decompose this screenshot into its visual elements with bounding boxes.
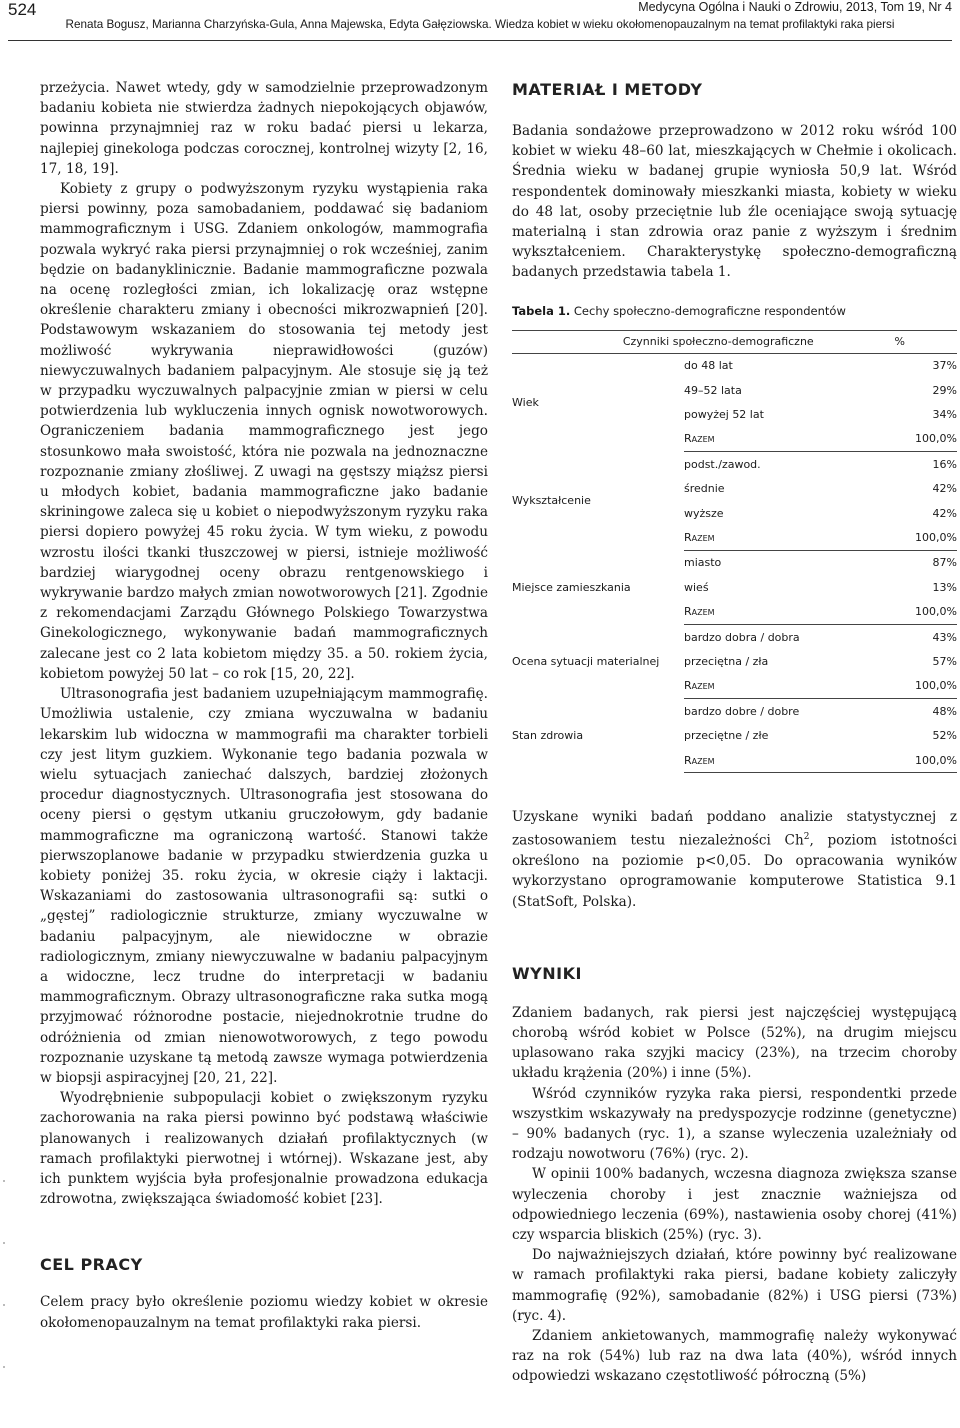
paragraph: Celem pracy było określenie poziomu wiedzy kobiet w okresie okołomenopauzalnym na temat profilaktyki raka piersi. (40, 1294, 488, 1331)
table-caption (512, 304, 957, 318)
paragraph: W opinii 100% badanych, wczesna diagnoza zwiększa szanse wyleczenia choroby i jest znacznie ważniejsza od odpowiedniego leczenia (69%), nastawienia osoby chorej (41%) czy wsparcia bliskich (25%) (ryc. 3). (512, 1166, 957, 1244)
table-percent-cell: 37% (895, 353, 957, 378)
table-header-percent: % (894, 335, 905, 349)
table-category-cell: wyższe (684, 506, 724, 520)
left-column (40, 78, 488, 1333)
table-category-cell: 49–52 lata (684, 383, 742, 397)
table-percent-cell: 42% (932, 482, 957, 496)
table-percent-cell: 100,0% (915, 679, 957, 693)
table-percent-cell: 100,0% (915, 605, 957, 619)
right-column (512, 78, 957, 1387)
table-percent-cell: 100,0% (915, 432, 957, 446)
paragraph: Wyodrębnienie subpopulacji kobiet o zwiększonym ryzyku zachorowania na raka piersi powinno być podstawą właściwie planowanych i realizowanych działań profilaktycznych (w ramach profilaktyki pierwotnej i wtórnej). Wskazane jest, aby ich punktem wyjścia była profesjonalnie prowadzona edukacja zdrowotna, zwiększająca świadomość kobiet [23]. (40, 1090, 488, 1208)
paragraph: Wśród czynników ryzyka raka piersi, respondentki przede wszystkim wskazywały na predyspozycje rodzinne (genetyczne) – 90% badanych (ryc. 1), a szanse wyleczenia uzależniały od rodzaju nowotworu (76%) (ryc. 2). (512, 1085, 957, 1163)
running-head-authors: Renata Bogusz, Marianna Charzyńska-Gula, Anna Majewska, Edyta Gałęziowska. Wiedza kobiet w wieku okołomenopauzalnym na temat profilaktyki raka piersi (65, 18, 895, 31)
table-percent-cell: 13% (932, 580, 957, 594)
table-category-cell: średnie (684, 482, 725, 496)
table-row (512, 624, 957, 649)
table-percent-cell: 29% (932, 383, 957, 397)
table-percent-cell: 87% (895, 550, 957, 575)
table-factor-cell: Ocena sytuacji materialnej (512, 655, 660, 668)
table-factor-cell: Wiek (512, 396, 539, 410)
table-header-factor: Czynniki społeczno-demograficzne (622, 335, 814, 349)
table-total-label: Razem (684, 605, 715, 619)
table-category-cell: przeciętna / zła (684, 655, 769, 668)
table-header-row (512, 330, 957, 353)
table-row (512, 452, 957, 477)
demographics-table (512, 330, 957, 774)
table-total-label: Razem (684, 748, 895, 773)
section-heading-material-i-metody: MATERIAŁ I METODY (512, 80, 703, 99)
paragraph-statistics (512, 807, 957, 912)
table-category-cell: wieś (684, 580, 709, 594)
table-percent-cell: 42% (932, 506, 957, 520)
paragraph: Zdaniem ankietowanych, mammografię należy wykonywać raz na rok (54%) lub raz na dwa lata (40%), wśród innych odpowiedzi wskazano częstotliwość półroczną (5%) (512, 1328, 957, 1385)
paragraph: Kobiety z grupy o podwyższonym ryzyku wystąpienia raka piersi powinny, poza samobadaniem, poddawać się badaniom mammograficznym i USG. Zdaniem onkologów, mammografia pozwala wykryć raka piersi przynajmniej o rok wcześniej, zanim będzie on badanyklinicznie. Badanie mammograficzne pozwala na ocenę rozległości zmian, ich lokalizację oraz wstępne określenie charakteru zmiany i obecności mikrozwapnień [20]. Podstawowym wskazaniem do stosowania tej metody jest możliwość wykrywania nieprawidłowości (guzów) niewyczuwalnych badaniem palpacyjnym. Ale stosuje się ją też w przypadku wyczuwalnych palpacyjnie zmian w piersi w celu potwierdzenia lub wykluczenia innych ognisk nowotworowych. Ograniczeniem badania mammograficznego jest jego stosunkowo mała swoistość, która nie pozwala na jednoznaczne rozpoznanie zmiany złośliwej. Z uwagi na gęstszy miąższ piersi u młodych kobiet, badania mammograficzne jako badanie skriningowe zaleca się u kobiet o niepodwyższonym ryzyku raka piersi dopiero powyżej 45 roku życia. W tym wieku, z powodu wzrostu ilości tkanki tłuszczowej w piersi, istnieje możliwość bardziej wiarygodnej oceny obrazu rentgenowskiego i wykrywanie bardzo małych zmian nowotworowych [21]. Zgodnie z rekomendacjami Zarządu Głównego Polskiego Towarzystwa Ginekologicznego, wykonywanie badań mammograficznych zalecane jest co 2 lata kobietom między 35. a 50. rokiem życia, kobietom powyżej 50 lat – co rok [15, 20, 22]. (40, 181, 488, 682)
paragraph: przeżycia. Nawet wtedy, gdy w samodzielnie przeprowadzonym badaniu kobieta nie stwierdza żadnych niepokojących objawów, powinna przynajmniej raz w roku badać piersi u lekarza, najlepiej ginekologa podczas corocznej, kontrolnej wizyty [2, 16, 17, 18, 19]. (40, 80, 488, 177)
superscript: 2 (803, 832, 810, 843)
journal-citation: Medycyna Ogólna i Nauki o Zdrowiu, 2013, Tom 19, Nr 4 (638, 0, 952, 14)
section-heading-cel-pracy: CEL PRACY (40, 1255, 143, 1275)
margin-marks (3, 1180, 5, 1428)
statistics-text-a: Uzyskane wyniki badań poddano analizie statystycznej z zastosowaniem testu niezależności Ch (512, 809, 957, 849)
statistics-text-b: , poziom istotności określono na poziomie p<0,05. Do opracowania wyników wykorzystano oprogramowanie komputerowe Statistica 9.1 (StatSoft, Polska). (512, 833, 957, 910)
table-factor-cell: Miejsce zamieszkania (512, 580, 631, 594)
paragraph: Zdaniem badanych, rak piersi jest najczęściej występującą chorobą wśród kobiet w Polsce (52%), na drugim miejscu uplasowano raka szyjki macicy (23%), na trzecim choroby układu krążenia (20%) i inne (5%). (512, 1004, 957, 1082)
table-percent-cell: 57% (932, 655, 957, 668)
header-rule (8, 40, 952, 41)
table-category-cell: powyżej 52 lat (684, 408, 764, 422)
table-category-cell: do 48 lat (684, 353, 895, 378)
table-factor-cell: Wykształcenie (512, 494, 591, 508)
table-category-cell: bardzo dobre / dobre (684, 699, 895, 724)
table-row (512, 353, 957, 378)
table-category-cell: podst./zawod. (684, 452, 895, 477)
table-caption-label: Tabela 1. (512, 303, 571, 318)
table-caption-text: Cechy społeczno-demograficzne respondentów (573, 303, 846, 318)
table-percent-cell: 100,0% (915, 531, 957, 545)
paragraph: Ultrasonografia jest badaniem uzupełniającym mammografię. Umożliwia ustalenie, czy zmiana wyczuwalna w badaniu lekarskim lub widoczna w mammografii ma charakter torbieli czy jest litym guzkiem. Wykonanie tego badania pozwala w wielu sytuacjach zaniechać dalszych, bardziej złożonych procedur diagnostycznych. Ultrasonografia jest stosowana do oceny piersi o gęstym utkaniu gruczołowym, gdy badanie mammograficzne ma ograniczoną wartość. Stanowi także pierwszoplanowe badanie w przypadku stwierdzenia guzka u kobiety poniżej 35. roku życia, w okresie ciąży i laktacji. Wskazaniami do zastosowania ultrasonografii są: sutki o „gęstej” radiologicznie strukturze, zmiany wyczuwalne w badaniu palpacyjnym, ale niewidoczne w obrazie radiologicznym, zmiany niewyczuwalne w badaniu palpacyjnym a widoczne, lecz trudne do interpretacji w badaniu mammograficznym. Obrazy ultrasonograficzne raka sutka mogą przyjmować różnorodne postacie, niejednokrotnie trudne do odróżnienia od zmian nienowotworowych, z tego powodu rozpoznanie uzyskane tą metodą zawsze wymaga potwierdzenia w biopsji aspiracyjnej [20, 21, 22]. (40, 686, 488, 1086)
table-category-cell: bardzo dobra / dobra (684, 624, 895, 649)
table-category-cell: przeciętne / złe (684, 729, 769, 743)
section-heading-wyniki: WYNIKI (512, 963, 582, 983)
table-total-label: Razem (684, 432, 715, 446)
table-percent-cell: 34% (932, 408, 957, 422)
table-percent-cell: 43% (895, 624, 957, 649)
page-number: 524 (8, 0, 37, 19)
table-percent-cell: 100,0% (895, 748, 957, 773)
table-row (512, 550, 957, 575)
table-factor-cell: Stan zdrowia (512, 729, 584, 743)
paragraph: Badania sondażowe przeprowadzono w 2012 roku wśród 100 kobiet w wieku 48–60 lat, mieszkających w Chełmie i okolicach. Średnia wieku w badanej grupie wyniosła 50,9 lat. Wśród respondentek dominowały mieszkanki miasta, kobiety w wieku do 48 lat, osoby przeciętnie lub źle oceniające swoją sytuację materialną i stan zdrowia oraz panie z wyższym i średnim wykształceniem. Charakterystykę społeczno-demograficzną badanych przedstawia tabela 1. (512, 123, 957, 281)
table-percent-cell: 16% (895, 452, 957, 477)
table-total-label: Razem (684, 679, 715, 693)
table-row (512, 699, 957, 724)
table-total-label: Razem (684, 531, 715, 545)
table-category-cell: miasto (684, 550, 895, 575)
table-percent-cell: 48% (895, 699, 957, 724)
table-body (512, 353, 957, 773)
paragraph: Do najważniejszych działań, które powinny być realizowane w ramach profilaktyki raka piersi, badane kobiety zaliczyły mammografię (92%), samobadanie (82%) i USG piersi (73%) (ryc. 4). (512, 1247, 957, 1324)
table-percent-cell: 52% (932, 729, 957, 743)
